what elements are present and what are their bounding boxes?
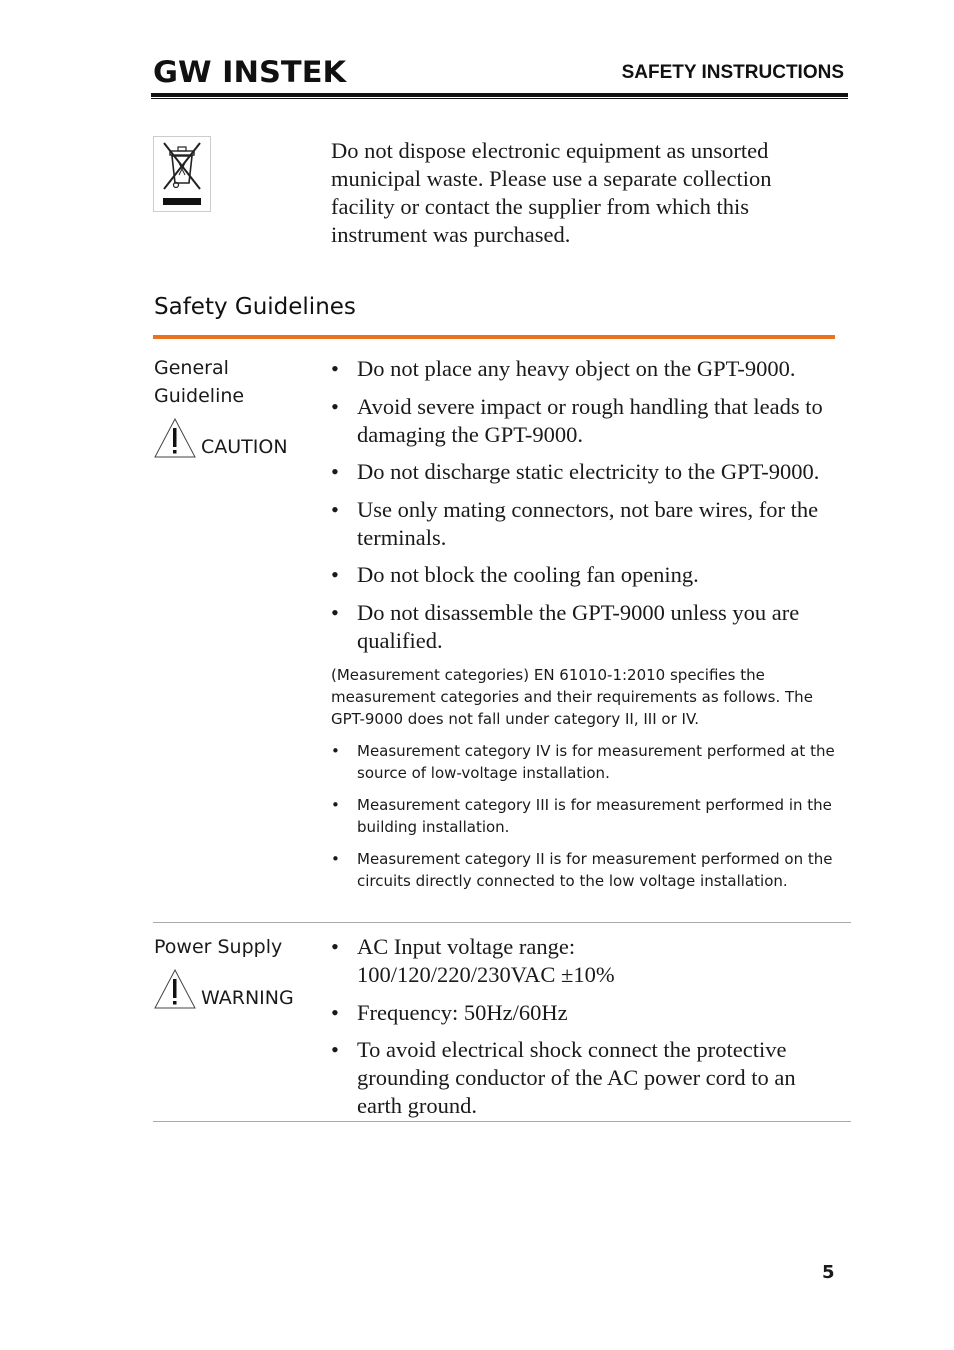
list-item: • Frequency: 50Hz/60Hz [331, 999, 841, 1027]
caution-triangle-icon [154, 418, 196, 458]
list-item: • To avoid electrical shock connect the protective grounding conductor of the AC power cord to an earth ground. [331, 1036, 841, 1120]
row-divider [153, 922, 851, 923]
weee-disposal-text: Do not dispose electronic equipment as unsorted municipal waste. Please use a separate collection facility or contact the supplier from which this instrument was purchased. [331, 138, 772, 247]
general-guideline-content [331, 355, 851, 902]
warning-row [154, 969, 324, 1009]
safety-guidelines-title: Safety Guidelines [154, 294, 356, 320]
warning-label: WARNING [201, 987, 294, 1009]
list-item: • AC Input voltage range: 100/120/220/230VAC ±10% [331, 933, 657, 989]
section-title: SAFETY INSTRUCTIONS [621, 62, 844, 83]
page-number: 5 [822, 1262, 835, 1283]
general-guideline-list [331, 355, 851, 655]
power-supply-content [331, 933, 841, 1130]
measurement-category-list [331, 740, 851, 892]
list-item: • Do not place any heavy object on the GPT-9000. [331, 355, 851, 383]
list-item: • Measurement category IV is for measurement performed at the source of low-voltage installation. [331, 740, 851, 784]
list-item: • Avoid severe impact or rough handling that leads to damaging the GPT-9000. [331, 393, 851, 449]
general-guideline-label-block [154, 354, 314, 458]
general-label-line1: General [154, 357, 229, 379]
list-item: • Measurement category II is for measurement performed on the circuits directly connected to the low voltage installation. [331, 848, 851, 892]
orange-divider [153, 335, 835, 339]
power-supply-label-block [154, 933, 324, 1009]
measurement-intro: (Measurement categories) EN 61010-1:2010 specifies the measurement categories and their requirements as follows. The GPT-9000 does not fall under category II, III or IV. [331, 666, 813, 728]
power-supply-list [331, 933, 841, 1120]
caution-row [154, 418, 314, 458]
list-item: • Measurement category III is for measurement performed in the building installation. [331, 794, 851, 838]
header-rule-thin [151, 98, 848, 99]
list-item: • Do not discharge static electricity to the GPT-9000. [331, 458, 851, 486]
row-divider [153, 1121, 851, 1122]
general-label-line2: Guideline [154, 385, 245, 407]
crossed-out-wheelie-bin-icon [153, 136, 211, 212]
power-supply-label: Power Supply [154, 936, 283, 958]
list-item: • Do not disassemble the GPT-9000 unless you are qualified. [331, 599, 851, 655]
list-item: • Use only mating connectors, not bare wires, for the terminals. [331, 496, 851, 552]
header-rule [151, 93, 848, 97]
list-item: • Do not block the cooling fan opening. [331, 561, 851, 589]
warning-triangle-icon [154, 969, 196, 1009]
brand-logo: GW INSTEK [153, 55, 347, 89]
caution-label: CAUTION [201, 436, 288, 458]
